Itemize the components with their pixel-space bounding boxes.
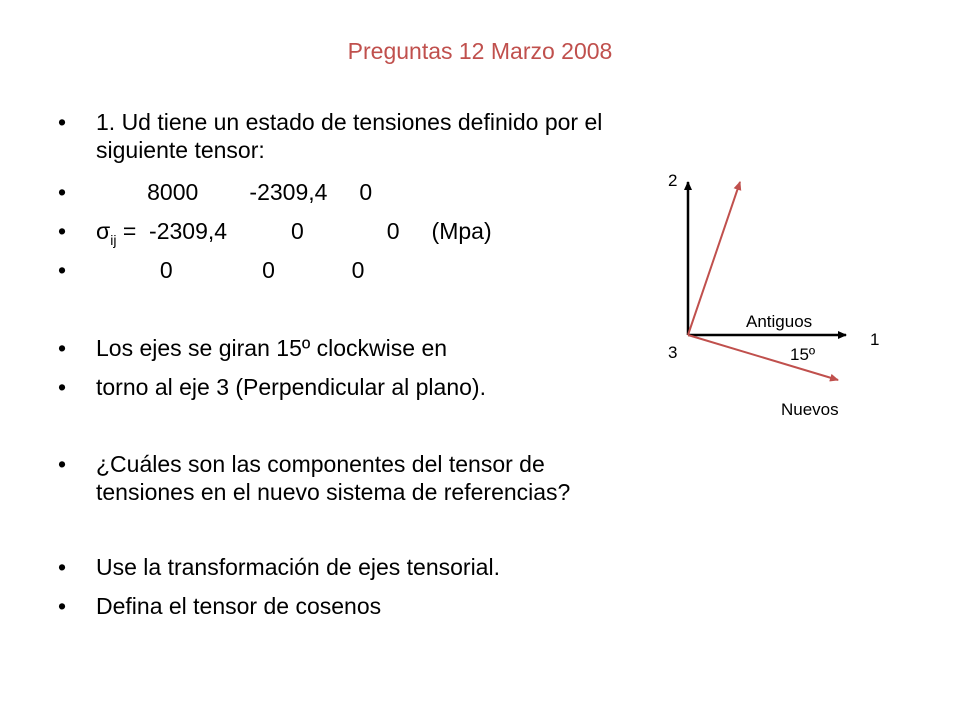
- bullet-dot: •: [58, 179, 67, 205]
- bullet-dot: •: [58, 218, 67, 244]
- bullet-dot: •: [58, 451, 67, 477]
- new-axes-label: Nuevos: [781, 400, 839, 419]
- sigma-symbol: σ: [96, 218, 111, 244]
- new-axis-1: [688, 335, 838, 380]
- bullet-dot: •: [58, 374, 67, 400]
- axis-3-label: 3: [668, 343, 678, 362]
- bullet-text: 1. Ud tiene un estado de tensiones definido por el siguiente tensor:: [96, 109, 603, 163]
- bullet-text: Los ejes se giran 15º clockwise en: [96, 335, 448, 361]
- bullet-dot: •: [58, 257, 67, 283]
- bullet-dot: •: [58, 593, 67, 619]
- bullet-text: torno al eje 3 (Perpendicular al plano).: [96, 374, 486, 400]
- tensor-row-1: 8000 -2309,4 0: [96, 179, 373, 205]
- bullet-dot: •: [58, 109, 67, 135]
- axis-1-label: 1: [870, 330, 880, 349]
- bullet-text: ¿Cuáles son las componentes del tensor de tensiones en el nuevo sistema de referencias?: [96, 451, 571, 505]
- new-axis-2: [688, 182, 740, 335]
- bullet-dot: •: [58, 335, 67, 361]
- bullet-dot: •: [58, 554, 67, 580]
- sigma-subscript: ij: [110, 232, 117, 248]
- axis-2-label: 2: [668, 171, 678, 190]
- tensor-row-3: 0 0 0: [96, 257, 365, 283]
- bullet-text: Defina el tensor de cosenos: [96, 593, 382, 619]
- bullet-text: Use la transformación de ejes tensorial.: [96, 554, 500, 580]
- tensor-row-2-values: = -2309,4 0 0 (Mpa): [116, 218, 492, 244]
- slide-title: Preguntas 12 Marzo 2008: [347, 38, 613, 64]
- angle-label: 15º: [790, 345, 816, 364]
- old-axes-label: Antiguos: [746, 312, 813, 331]
